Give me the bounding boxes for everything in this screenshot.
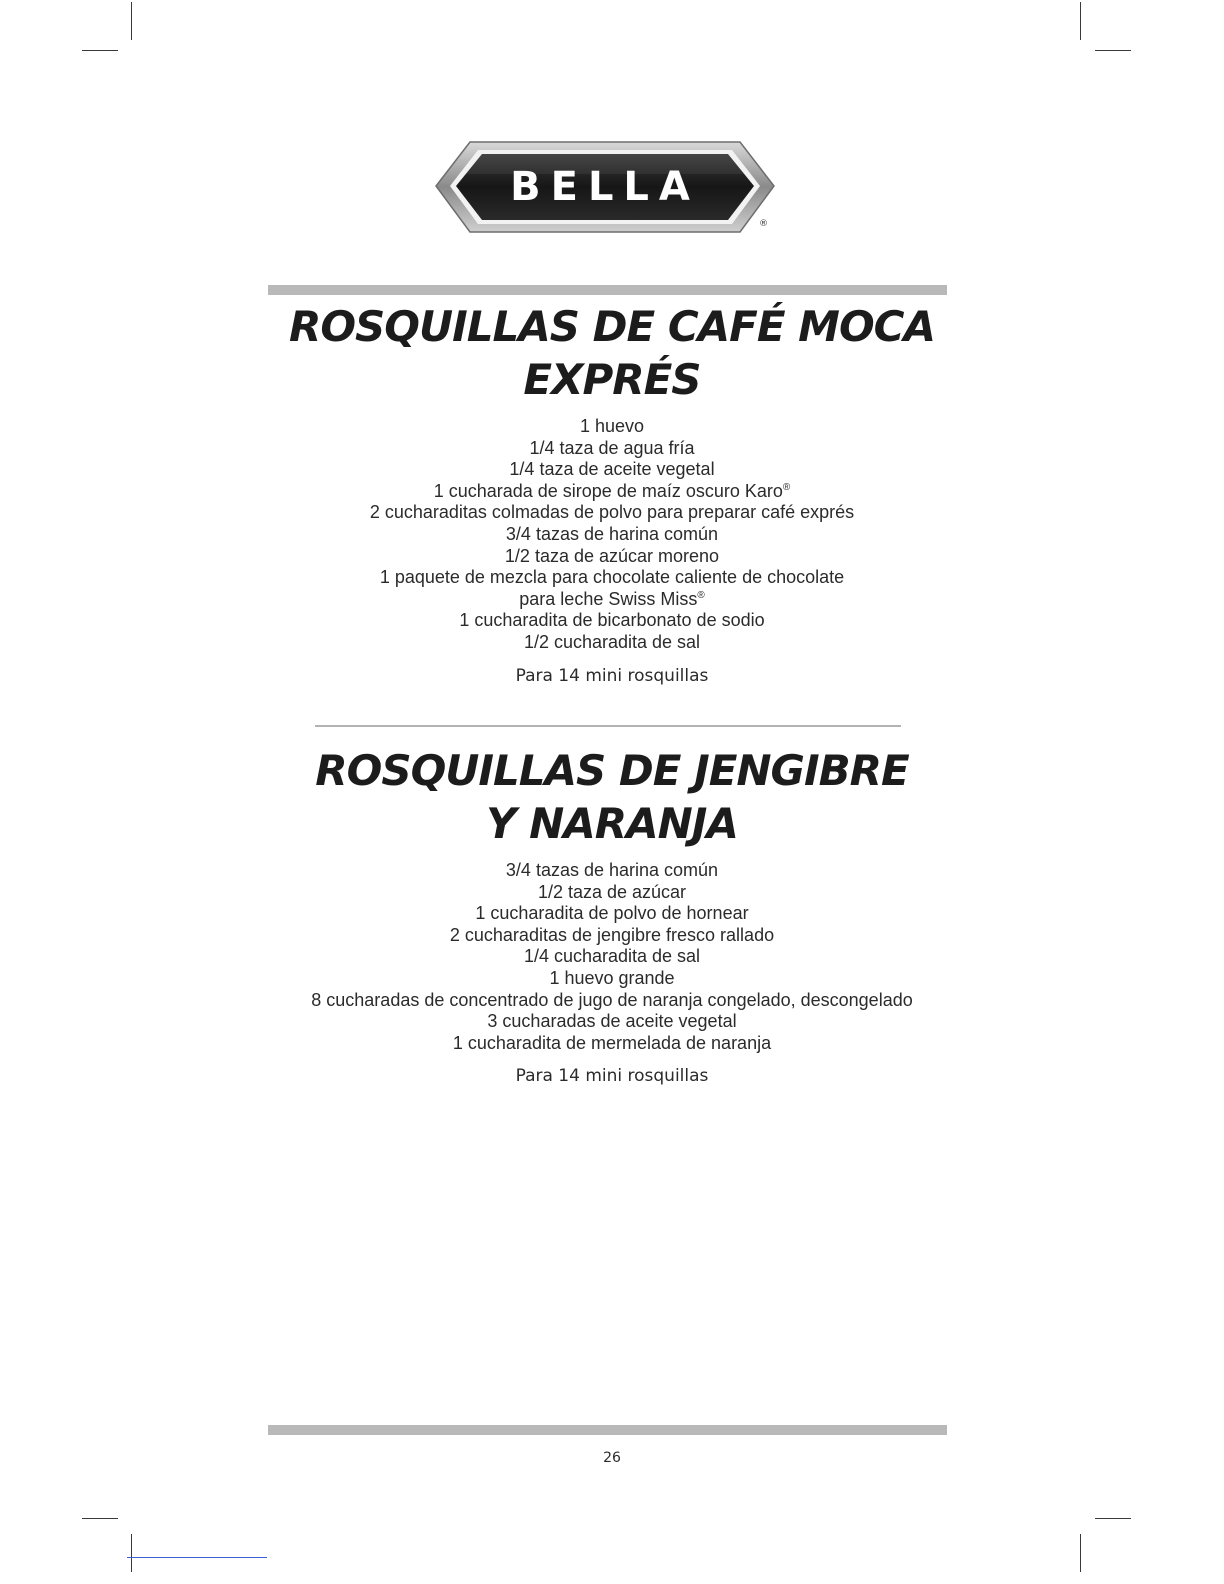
- ingredient-item: 1 paquete de mezcla para chocolate caliente de chocolate: [379, 567, 845, 588]
- page-number: 26: [603, 1450, 621, 1466]
- ingredient-item: 3/4 tazas de harina común: [505, 523, 719, 544]
- top-divider: [268, 285, 947, 295]
- ingredient-item: 1/4 cucharadita de sal: [523, 946, 701, 967]
- recipe-mocha-espresso: [262, 300, 962, 686]
- ingredient-list: [262, 860, 962, 1054]
- ingredient-item: 1/2 taza de azúcar moreno: [504, 545, 720, 566]
- ingredient-item: 8 cucharadas de concentrado de jugo de naranja congelado, descongelado: [311, 989, 913, 1010]
- crop-mark-top-left-vertical: [131, 2, 132, 40]
- ingredient-item: 1 cucharadita de bicarbonato de sodio: [459, 610, 765, 631]
- recipe-title: [262, 300, 962, 406]
- recipe-title-line: Y NARANJA: [486, 799, 738, 848]
- recipe-title-line: ROSQUILLAS DE CAFÉ MOCA: [289, 302, 935, 351]
- crop-mark-bottom-right-vertical: [1080, 1534, 1081, 1572]
- crop-mark-bottom-left-vertical: [131, 1534, 132, 1572]
- ingredient-item: 3 cucharadas de aceite vegetal: [487, 1011, 737, 1032]
- ingredient-item: 2 cucharaditas colmadas de polvo para preparar café exprés: [369, 502, 855, 523]
- recipe-ginger-orange: [262, 744, 962, 1086]
- registered-mark: ®: [782, 481, 791, 493]
- crop-mark-top-right-vertical: [1080, 2, 1081, 40]
- ingredient-item: para leche Swiss Miss®: [519, 588, 705, 609]
- crop-mark-top-right-horizontal: [1095, 50, 1131, 51]
- crop-mark-top-left-horizontal: [82, 50, 118, 51]
- ingredient-item: 3/4 tazas de harina común: [505, 860, 719, 880]
- recipe-yield: Para 14 mini rosquillas: [515, 665, 709, 686]
- ingredient-item: 1 huevo grande: [549, 967, 675, 988]
- ingredient-item: 1/2 taza de azúcar: [537, 881, 687, 902]
- bottom-divider: [268, 1425, 947, 1435]
- registered-mark: ®: [697, 589, 705, 601]
- ingredient-item: 1 huevo: [579, 416, 645, 436]
- recipe-yield: Para 14 mini rosquillas: [515, 1066, 709, 1087]
- ingredient-item: 1/4 taza de agua fría: [529, 437, 695, 458]
- recipe-title: [262, 744, 962, 850]
- bella-logo: [432, 136, 778, 242]
- recipe-title-line: EXPRÉS: [523, 355, 701, 404]
- ingredient-item: 1 cucharadita de mermelada de naranja: [452, 1032, 772, 1053]
- ingredient-item: 1/2 cucharadita de sal: [523, 631, 701, 652]
- registered-mark: ®: [759, 219, 768, 229]
- margin-link-line: [127, 1557, 267, 1558]
- ingredient-list: [262, 416, 962, 654]
- ingredient-item: 1/4 taza de aceite vegetal: [509, 459, 715, 480]
- ingredient-item: 1 cucharadita de polvo de hornear: [475, 903, 749, 924]
- ingredient-item: 1 cucharada de sirope de maíz oscuro Karo®: [433, 480, 791, 501]
- crop-mark-bottom-right-horizontal: [1095, 1518, 1131, 1519]
- ingredient-item: 2 cucharaditas de jengibre fresco rallado: [449, 924, 775, 945]
- crop-mark-bottom-left-horizontal: [82, 1518, 118, 1519]
- recipe-title-line: ROSQUILLAS DE JENGIBRE: [315, 746, 909, 795]
- brand-name: BELLA: [510, 164, 700, 210]
- recipe-divider: [315, 725, 901, 727]
